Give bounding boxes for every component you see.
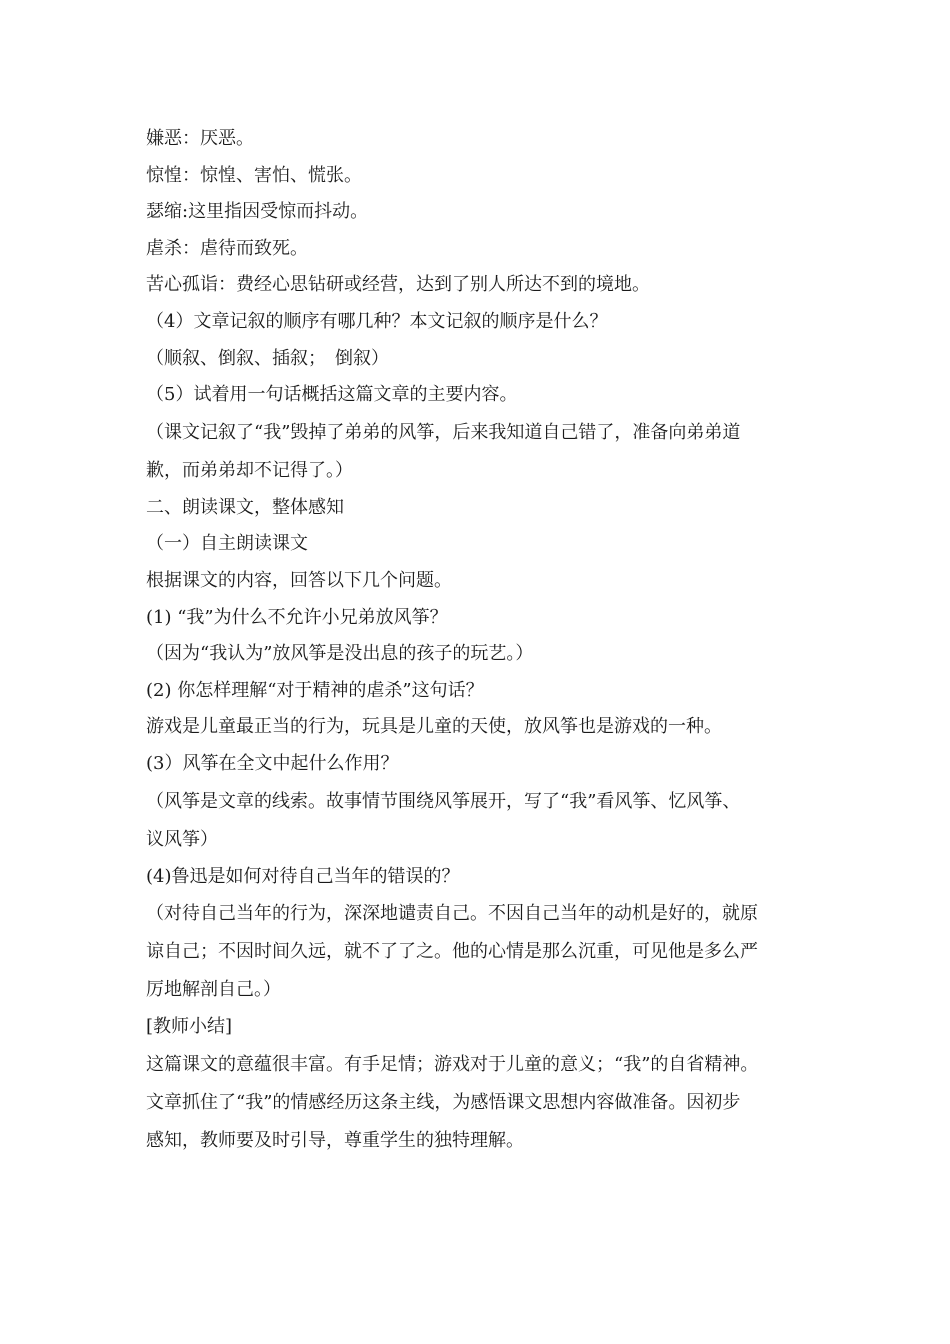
answer-line: 议风筝） bbox=[146, 828, 218, 850]
question-heading: (3）风筝在全文中起什么作用？ bbox=[146, 752, 399, 774]
answer-line: （风筝是文章的线索。故事情节围绕风筝展开，写了“我”看风筝、忆风筝、 bbox=[146, 790, 741, 812]
document-body bbox=[146, 121, 836, 1160]
summary-heading: [教师小结] bbox=[146, 1016, 233, 1038]
question-heading: （5）试着用一句话概括这篇文章的主要内容。 bbox=[146, 384, 518, 406]
answer-line: 歉，而弟弟却不记得了。） bbox=[146, 459, 353, 481]
text-line: 惊惶：惊惶、害怕、慌张。 bbox=[146, 164, 362, 186]
answer-line: （课文记叙了“我”毁掉了弟弟的风筝，后来我知道自己错了，准备向弟弟道 bbox=[146, 421, 741, 443]
summary-line: 文章抓住了“我”的情感经历这条主线，为感悟课文思想内容做准备。因初步 bbox=[146, 1091, 741, 1113]
summary-line: 这篇课文的意蕴很丰富。有手足情；游戏对于儿童的意义；“我”的自省精神。 bbox=[146, 1053, 759, 1075]
text-line: 虐杀：虐待而致死。 bbox=[146, 237, 308, 259]
summary-line: 感知，教师要及时引导，尊重学生的独特理解。 bbox=[146, 1129, 524, 1151]
subsection-heading: （一）自主朗读课文 bbox=[146, 533, 308, 555]
answer-line: （因为“我认为”放风筝是没出息的孩子的玩艺。） bbox=[146, 643, 534, 665]
question-heading: （4）文章记叙的顺序有哪几种？本文记叙的顺序是什么？ bbox=[146, 310, 608, 332]
text-line: 苦心孤诣：费经心思钻研或经营，达到了别人所达不到的境地。 bbox=[146, 274, 650, 296]
answer-line: （顺叙、倒叙、插叙； 倒叙） bbox=[146, 347, 389, 369]
answer-line: 厉地解剖自己。） bbox=[146, 979, 281, 1001]
answer-line: 谅自己；不因时间久远，就不了了之。他的心情是那么沉重，可见他是多么严 bbox=[146, 941, 758, 963]
text-line: 瑟缩:这里指因受惊而抖动。 bbox=[146, 201, 369, 223]
text-line: 根据课文的内容，回答以下几个问题。 bbox=[146, 569, 452, 591]
question-heading: (4)鲁迅是如何对待自己当年的错误的？ bbox=[146, 865, 460, 887]
text-line: 嫌恶：厌恶。 bbox=[146, 128, 254, 149]
section-heading: 二、朗读课文，整体感知 bbox=[146, 496, 344, 518]
question-heading: (1) “我”为什么不允许小兄弟放风筝？ bbox=[146, 606, 448, 628]
answer-line: （对待自己当年的行为，深深地谴责自己。不因自己当年的动机是好的，就原 bbox=[146, 903, 758, 925]
question-heading: (2) 你怎样理解“对于精神的虐杀”这句话？ bbox=[146, 679, 484, 701]
answer-line: 游戏是儿童最正当的行为，玩具是儿童的天使，放风筝也是游戏的一种。 bbox=[146, 716, 722, 738]
